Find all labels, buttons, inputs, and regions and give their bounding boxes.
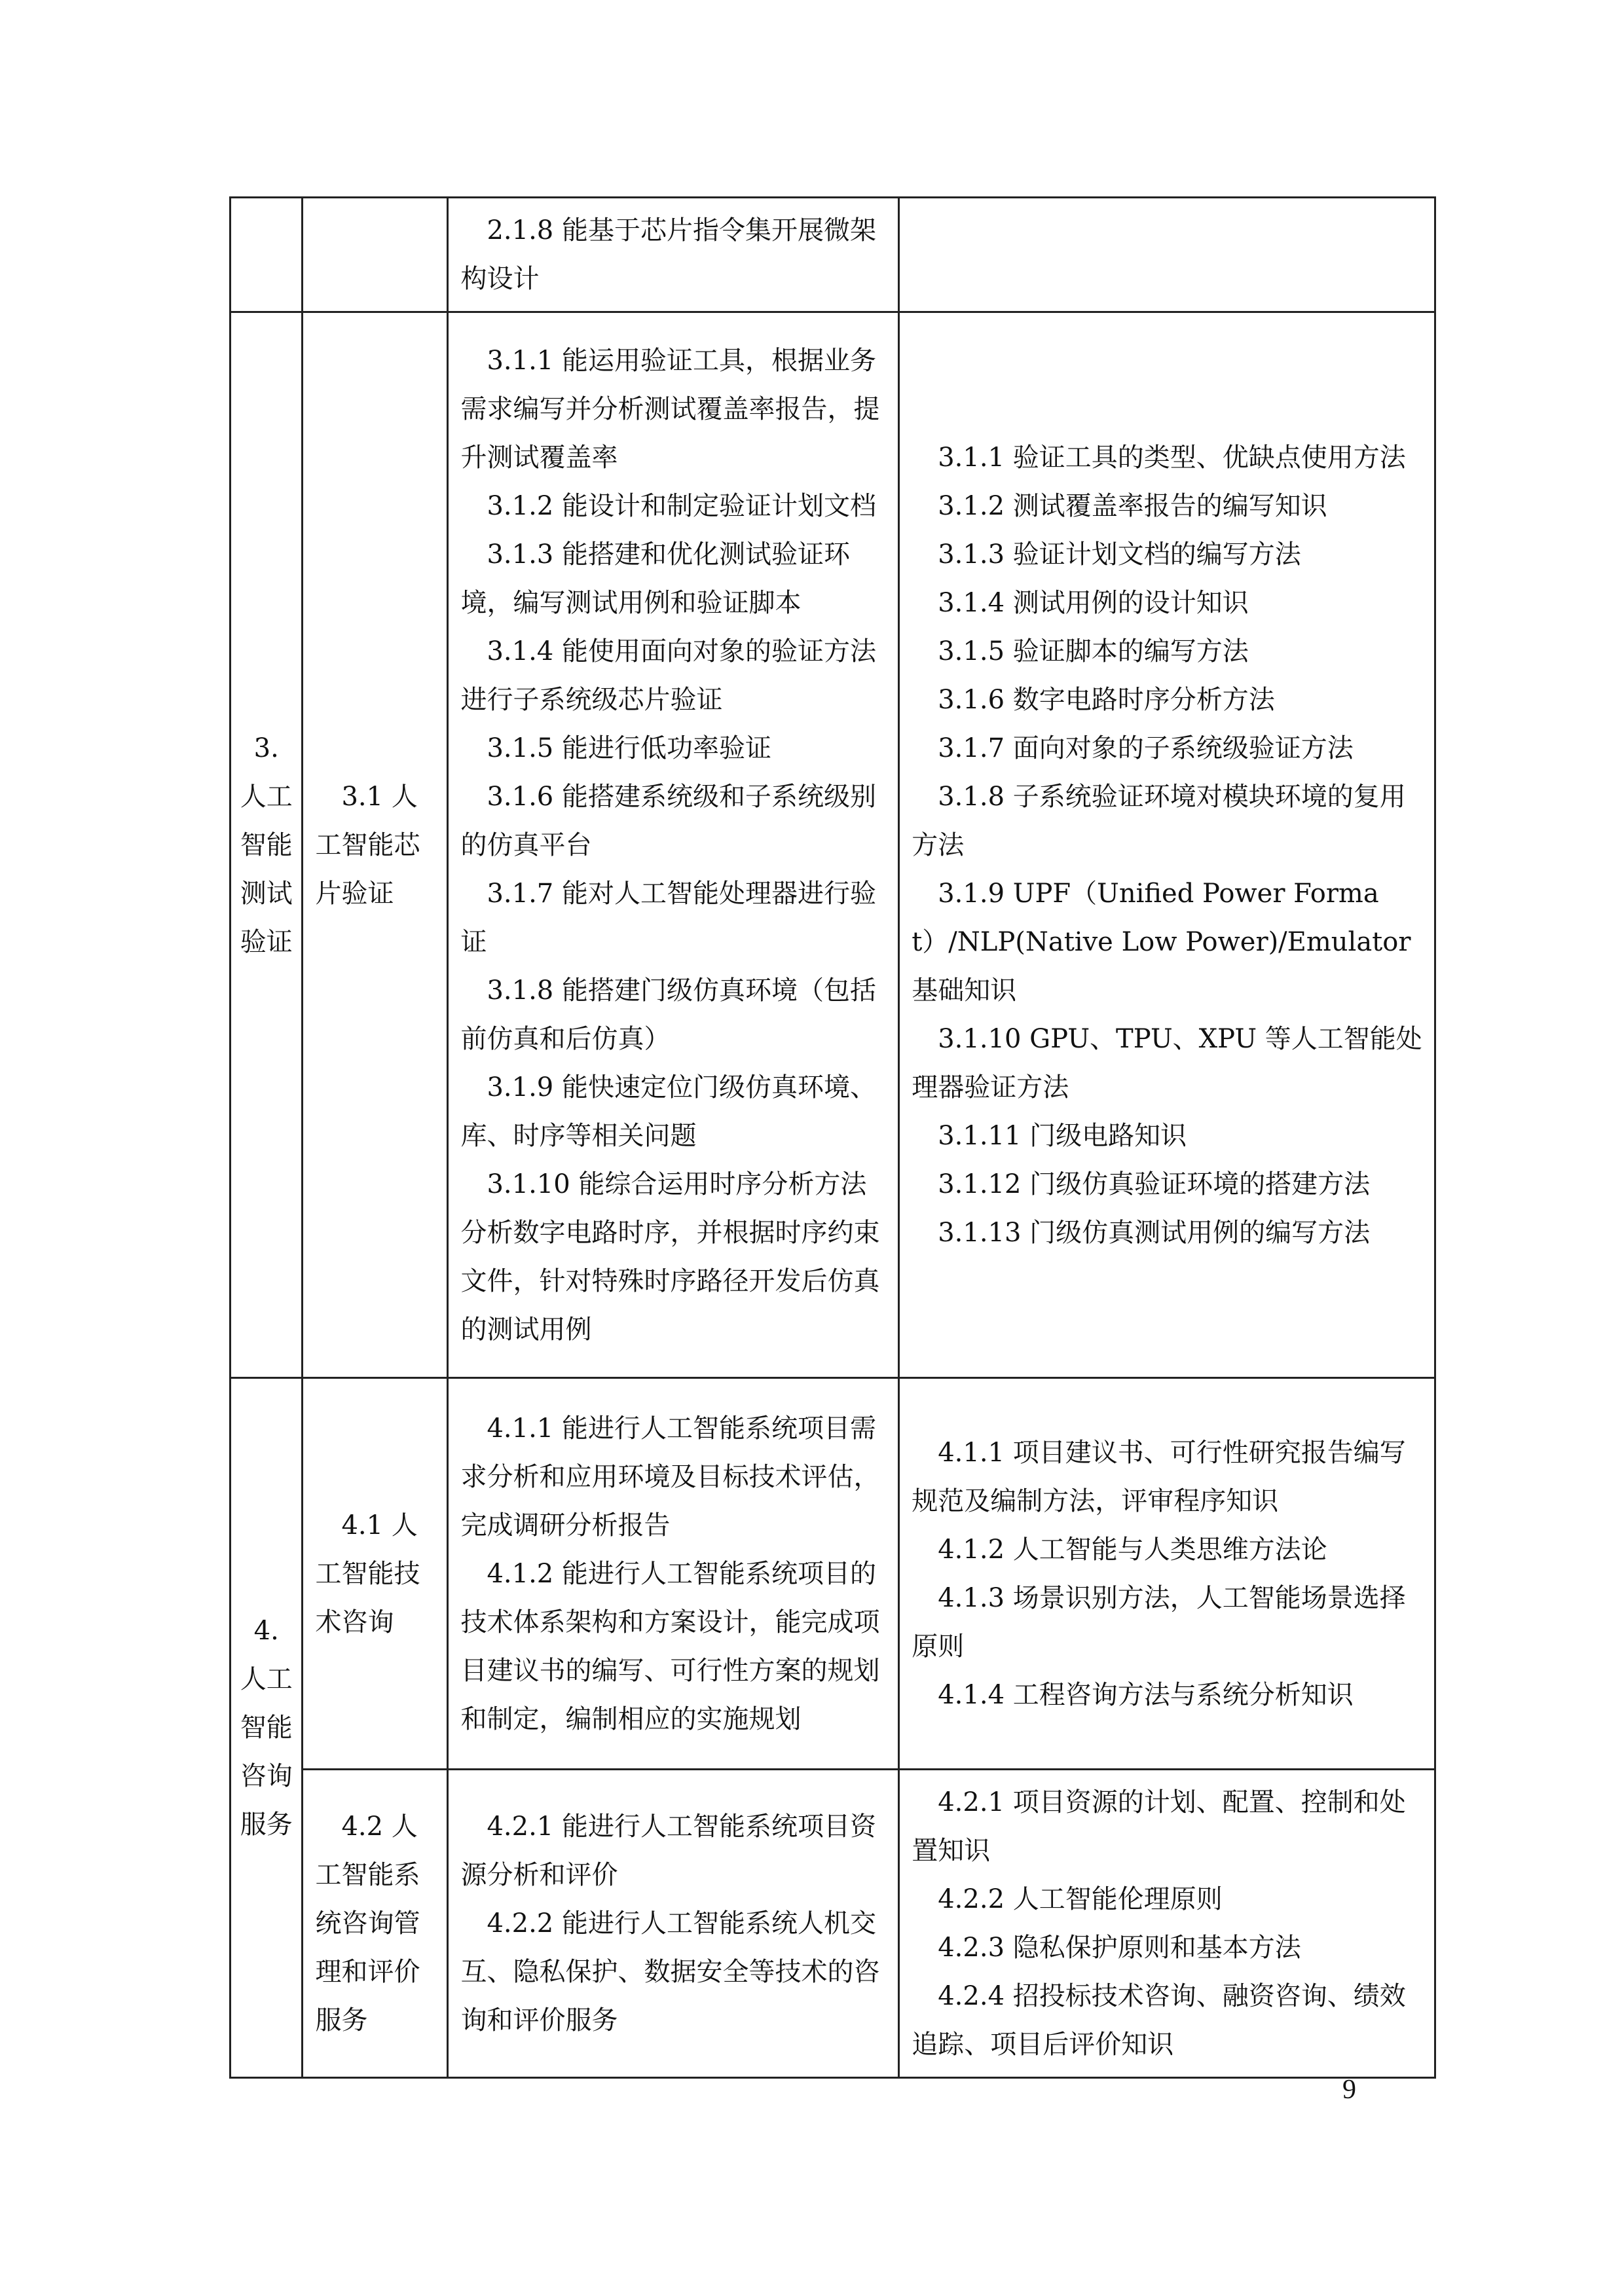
skill-item: 3.1.3 能搭建和优化测试验证环境，编写测试用例和验证脚本	[460, 539, 850, 618]
knowledge-item: 4.1.1 项目建议书、可行性研究报告编写规范及编制方法，评审程序知识	[912, 1437, 1406, 1516]
page-number: 9	[1342, 2075, 1356, 2105]
subcategory-cell-4-1	[303, 1378, 448, 1770]
knowledge-item: 3.1.1 验证工具的类型、优缺点使用方法	[938, 442, 1406, 473]
skill-item: 3.1.5 能进行低功率验证	[487, 733, 771, 763]
knowledge-item: 3.1.12 门级仿真验证环境的搭建方法	[938, 1169, 1371, 1199]
knowledge-item: 3.1.11 门级电路知识	[938, 1120, 1187, 1151]
skill-item: 3.1.7 能对人工智能处理器进行验证	[460, 878, 876, 957]
category-cell-4	[231, 1378, 303, 2078]
skill-item: 3.1.4 能使用面向对象的验证方法进行子系统级芯片验证	[460, 636, 876, 715]
category-line: 智能	[240, 1713, 293, 1743]
knowledge-item: 4.1.2 人工智能与人类思维方法论	[938, 1534, 1327, 1565]
skill-item: 3.1.6 能搭建系统级和子系统级别的仿真平台	[460, 781, 876, 860]
category-line: 验证	[240, 926, 293, 957]
knowledge-item: 4.1.3 场景识别方法，人工智能场景选择原则	[912, 1582, 1406, 1662]
subcategory-line: 4.2 人	[341, 1812, 418, 1842]
knowledge-item: 3.1.2 测试覆盖率报告的编写知识	[938, 490, 1327, 521]
category-cell-empty	[231, 198, 303, 312]
category-line: 服务	[240, 1810, 293, 1840]
skill-item: 3.1.9 能快速定位门级仿真环境、库、时序等相关问题	[460, 1072, 876, 1151]
knowledge-cell	[899, 1770, 1435, 2078]
category-line: 人工	[240, 781, 293, 812]
knowledge-item: 3.1.3 验证计划文档的编写方法	[938, 539, 1301, 570]
subcategory-cell-4-2	[303, 1770, 448, 2078]
skill-item: 2.1.8 能基于芯片指令集开展微架构设计	[460, 215, 876, 294]
category-cell-3	[231, 312, 303, 1378]
skills-cell	[448, 1770, 899, 2078]
knowledge-item: 4.1.4 工程咨询方法与系统分析知识	[938, 1679, 1354, 1710]
knowledge-item: 4.2.2 人工智能伦理原则	[938, 1884, 1223, 1914]
knowledge-item: 4.2.3 隐私保护原则和基本方法	[938, 1933, 1301, 1963]
knowledge-item: 3.1.5 验证脚本的编写方法	[938, 636, 1249, 666]
subcategory-line: 统咨询管	[315, 1908, 420, 1939]
skill-item: 3.1.1 能运用验证工具，根据业务需求编写并分析测试覆盖率报告，提升测试覆盖率	[460, 345, 880, 473]
knowledge-cell	[899, 312, 1435, 1378]
subcategory-line: 片验证	[315, 878, 394, 909]
table-row-section-3	[231, 312, 1435, 1378]
category-line: 3.	[253, 733, 279, 763]
subcategory-line: 服务	[315, 2005, 368, 2035]
subcategory-cell-empty	[303, 198, 448, 312]
subcategory-line: 理和评价	[315, 1957, 420, 1987]
knowledge-item: 3.1.4 测试用例的设计知识	[938, 587, 1249, 618]
knowledge-item: 3.1.8 子系统验证环境对模块环境的复用方法	[912, 781, 1406, 860]
knowledge-item: 3.1.10 GPU、TPU、XPU 等人工智能处理器验证方法	[912, 1023, 1422, 1102]
knowledge-item: 3.1.7 面向对象的子系统级验证方法	[938, 733, 1354, 763]
skill-item: 4.1.2 能进行人工智能系统项目的技术体系架构和方案设计，能完成项目建议书的编写、可行性方案的规划和制定，编制相应的实施规划	[460, 1558, 880, 1734]
knowledge-item: 4.2.4 招投标技术咨询、融资咨询、绩效追踪、项目后评价知识	[912, 1981, 1406, 2060]
skills-cell	[448, 198, 899, 312]
knowledge-cell-empty	[899, 198, 1435, 312]
skill-item: 3.1.10 能综合运用时序分析方法分析数字电路时序，并根据时序约束文件，针对特殊时序路径开发后仿真的测试用例	[460, 1169, 880, 1345]
subcategory-line: 术咨询	[315, 1607, 394, 1637]
subcategory-line: 4.1 人	[341, 1510, 418, 1540]
skills-cell	[448, 312, 899, 1378]
category-line: 咨询	[240, 1761, 293, 1791]
table-row-section-4-1	[231, 1378, 1435, 1770]
subcategory-line: 3.1 人	[341, 781, 418, 812]
knowledge-cell	[899, 1378, 1435, 1770]
category-line: 人工	[240, 1664, 293, 1694]
knowledge-item: 4.2.1 项目资源的计划、配置、控制和处置知识	[912, 1787, 1406, 1866]
table-row-continuation	[231, 198, 1435, 312]
skill-item: 4.2.2 能进行人工智能系统人机交互、隐私保护、数据安全等技术的咨询和评价服务	[460, 1908, 880, 2035]
knowledge-item: 3.1.6 数字电路时序分析方法	[938, 684, 1275, 715]
knowledge-item: 3.1.9 UPF（Unified Power Format）/NLP(Native Low Power)/Emulator 基础知识	[912, 878, 1411, 1006]
category-line: 4.	[253, 1616, 279, 1646]
skill-item: 4.2.1 能进行人工智能系统项目资源分析和评价	[460, 1812, 876, 1890]
subcategory-cell-3-1	[303, 312, 448, 1378]
skills-requirements-table	[229, 196, 1436, 2079]
category-line: 测试	[240, 878, 293, 909]
category-line: 智能	[240, 829, 293, 860]
table-row-section-4-2	[231, 1770, 1435, 2078]
skill-item: 3.1.2 能设计和制定验证计划文档	[487, 490, 876, 521]
subcategory-line: 工智能技	[315, 1558, 420, 1589]
subcategory-line: 工智能系	[315, 1860, 420, 1890]
skill-item: 3.1.8 能搭建门级仿真环境（包括前仿真和后仿真）	[460, 975, 876, 1054]
skill-item: 4.1.1 能进行人工智能系统项目需求分析和应用环境及目标技术评估，完成调研分析报告	[460, 1413, 880, 1540]
skills-cell	[448, 1378, 899, 1770]
subcategory-line: 工智能芯	[315, 829, 420, 860]
knowledge-item: 3.1.13 门级仿真测试用例的编写方法	[938, 1217, 1371, 1248]
